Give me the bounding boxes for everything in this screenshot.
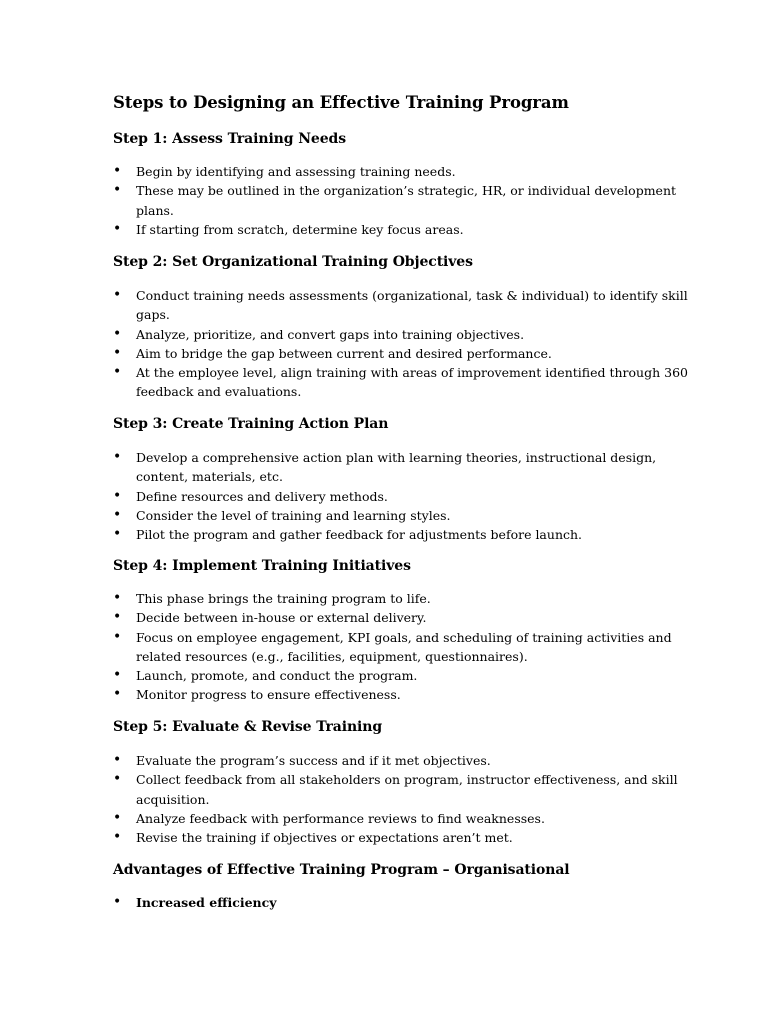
section-bullet-list-5 <box>113 751 678 847</box>
list-item-line: At the employee level, align training with areas of improvement identified through 360 <box>136 365 688 381</box>
list-item-line: Pilot the program and gather feedback for adjustments before launch. <box>136 527 583 543</box>
section-bullet-list-4 <box>113 589 673 705</box>
bullet-icon: • <box>113 287 122 303</box>
list-item-text <box>136 525 673 544</box>
list-item-text <box>136 220 673 239</box>
list-item-text <box>136 685 673 704</box>
list-item-text <box>136 506 673 525</box>
list-item-line: These may be outlined in the organization’s strategic, HR, or individual development <box>136 183 677 199</box>
list-item <box>113 770 678 809</box>
list-item-line: Consider the level of training and learning styles. <box>136 507 451 523</box>
list-item-text <box>136 325 673 344</box>
list-item-line: acquisition. <box>136 791 210 807</box>
list-item-text <box>136 363 688 402</box>
list-item-line: Define resources and delivery methods. <box>136 488 388 504</box>
list-item-line: content, materials, etc. <box>136 469 283 485</box>
bullet-icon: • <box>113 686 122 703</box>
list-item <box>113 286 688 325</box>
section-bullet-list-6 <box>113 893 673 912</box>
list-item-line: Develop a comprehensive action plan with learning theories, instructional design, <box>136 450 657 465</box>
document-title: Steps to Designing an Effective Training Program <box>113 93 569 112</box>
list-item-line: Conduct training needs assessments (organizational, task & individual) to identify skill <box>136 288 688 303</box>
section-heading-3: Step 3: Create Training Action Plan <box>113 416 389 432</box>
list-item-line: feedback and evaluations. <box>136 384 302 400</box>
list-item-text <box>136 181 677 220</box>
bullet-icon: • <box>113 325 122 342</box>
list-item-text <box>136 666 673 685</box>
bullet-icon: • <box>113 752 122 768</box>
bullet-icon: • <box>113 894 122 910</box>
list-item-line: Launch, promote, and conduct the program. <box>136 668 418 684</box>
list-item-line: Increased efficiency <box>136 895 277 910</box>
list-item-text <box>136 770 678 809</box>
list-item-line: Analyze feedback with performance reviews to find weaknesses. <box>136 810 545 826</box>
bullet-icon: • <box>113 771 122 788</box>
list-item-line: Begin by identifying and assessing training needs. <box>136 164 456 179</box>
bullet-icon: • <box>113 506 122 523</box>
bullet-icon: • <box>113 609 122 626</box>
section-bullet-list-2 <box>113 286 688 402</box>
list-item-line: Aim to bridge the gap between current and desired performance. <box>136 345 552 361</box>
list-item-text <box>136 608 673 627</box>
bullet-icon: • <box>113 526 122 543</box>
list-item <box>113 828 673 847</box>
list-item <box>113 506 673 525</box>
list-item-text <box>136 628 673 667</box>
list-item-line: Analyze, prioritize, and convert gaps into training objectives. <box>136 326 525 342</box>
section-bullet-list-3 <box>113 448 673 544</box>
section-heading-4: Step 4: Implement Training Initiatives <box>113 558 411 574</box>
list-item <box>113 525 673 544</box>
bullet-icon: • <box>113 220 122 237</box>
list-item-line: Monitor progress to ensure effectiveness. <box>136 687 401 703</box>
list-item <box>113 487 673 506</box>
list-item-line: This phase brings the training program to life. <box>136 591 431 606</box>
list-item <box>113 344 673 363</box>
list-item <box>113 448 673 487</box>
list-item-line: plans. <box>136 202 174 218</box>
list-item <box>113 666 673 685</box>
list-item <box>113 628 673 667</box>
list-item-text <box>136 448 673 487</box>
bullet-icon: • <box>113 590 122 606</box>
bullet-icon: • <box>113 829 122 846</box>
bullet-icon: • <box>113 449 122 465</box>
list-item <box>113 363 688 402</box>
list-item-line: Decide between in-house or external delivery. <box>136 610 427 626</box>
list-item-line: Collect feedback from all stakeholders on program, instructor effectiveness, and skill <box>136 772 678 788</box>
list-item <box>113 751 673 770</box>
section-heading-2: Step 2: Set Organizational Training Objectives <box>113 254 473 270</box>
list-item <box>113 181 677 220</box>
list-item-text <box>136 828 673 847</box>
list-item-line: gaps. <box>136 307 170 323</box>
bullet-icon: • <box>113 364 122 381</box>
section-heading-6: Advantages of Effective Training Program – Organisational <box>113 862 570 878</box>
section-heading-5: Step 5: Evaluate & Revise Training <box>113 719 383 735</box>
list-item-line: Revise the training if objectives or expectations aren’t met. <box>136 830 513 846</box>
list-item <box>113 809 673 828</box>
list-item-line: If starting from scratch, determine key focus areas. <box>136 221 464 237</box>
list-item-text <box>136 487 673 506</box>
list-item-text <box>136 809 673 828</box>
list-item <box>113 685 673 704</box>
list-item-text <box>136 751 673 770</box>
bullet-icon: • <box>113 667 122 684</box>
bullet-icon: • <box>113 628 122 645</box>
bullet-icon: • <box>113 344 122 361</box>
section-heading-1: Step 1: Assess Training Needs <box>113 131 346 147</box>
list-item <box>113 220 673 239</box>
list-item-line: Evaluate the program’s success and if it met objectives. <box>136 753 491 768</box>
list-item-text <box>136 344 673 363</box>
list-item <box>113 325 673 344</box>
bullet-icon: • <box>113 163 122 179</box>
list-item <box>113 608 673 627</box>
list-item-text <box>136 589 673 608</box>
list-item <box>113 893 673 912</box>
list-item-line: related resources (e.g., facilities, equipment, questionnaires). <box>136 648 528 664</box>
list-item-text <box>136 893 673 912</box>
section-bullet-list-1 <box>113 162 677 239</box>
list-item-text <box>136 162 673 181</box>
bullet-icon: • <box>113 487 122 504</box>
bullet-icon: • <box>113 182 122 199</box>
list-item-text <box>136 286 688 325</box>
bullet-icon: • <box>113 809 122 826</box>
list-item <box>113 162 673 181</box>
list-item <box>113 589 673 608</box>
list-item-line: Focus on employee engagement, KPI goals, and scheduling of training activities and <box>136 629 672 645</box>
